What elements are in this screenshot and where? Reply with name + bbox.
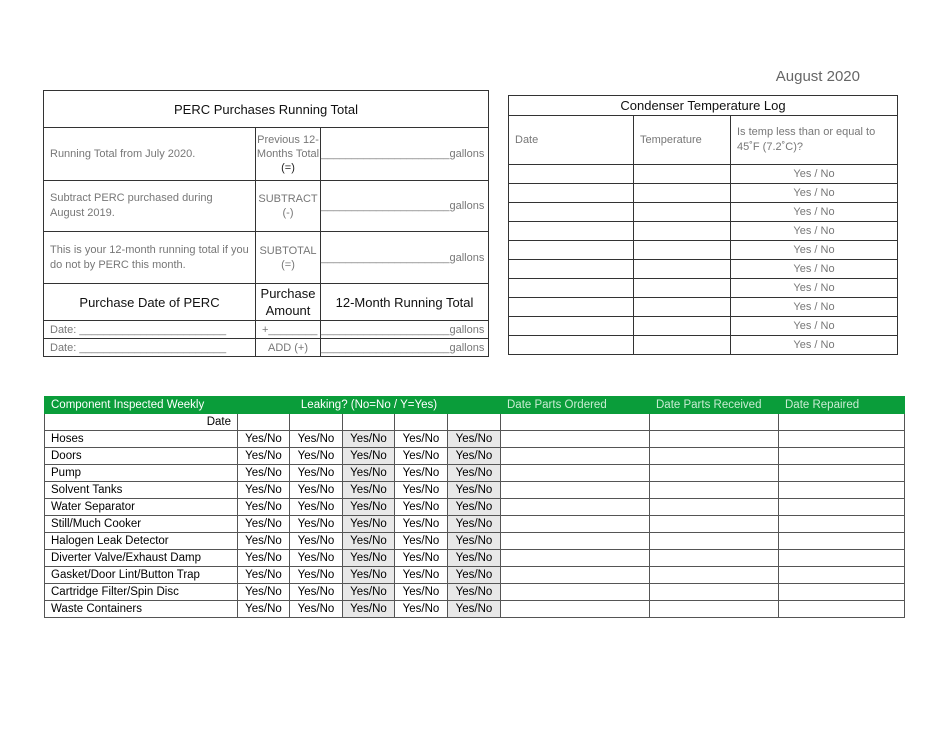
log-temperature-cell[interactable] [634,298,731,317]
component-row [45,601,905,618]
log-yes-no-cell[interactable]: Yes / No [731,279,898,298]
repaired-cell[interactable] [779,533,905,550]
perc-entry-row [44,339,489,357]
leak-yes-no-cell[interactable]: Yes/No [448,533,501,550]
parts-ordered-cell[interactable] [501,499,650,516]
perc-row-operation: SUBTRACT (-) [256,181,321,232]
log-date-cell[interactable] [509,184,634,203]
leak-yes-no-cell[interactable]: Yes/No [343,516,395,533]
repaired-cell[interactable] [779,601,905,618]
leak-yes-no-cell[interactable]: Yes/No [290,482,343,499]
component-column-header: Component Inspected Weekly [45,397,238,414]
leak-yes-no-cell[interactable]: Yes/No [238,533,290,550]
leak-yes-no-cell[interactable]: Yes/No [395,516,448,533]
parts-ordered-cell[interactable] [501,516,650,533]
leak-yes-no-cell[interactable]: Yes/No [290,584,343,601]
leak-yes-no-cell[interactable]: Yes/No [343,448,395,465]
perc-row-description: This is your 12-month running total if you do not by PERC this month. [44,232,256,284]
date-cell[interactable] [779,414,905,431]
component-label: Pump [45,465,238,482]
log-date-cell[interactable] [509,260,634,279]
leak-yes-no-cell[interactable]: Yes/No [343,550,395,567]
log-temperature-cell[interactable] [634,241,731,260]
leak-yes-no-cell[interactable]: Yes/No [448,516,501,533]
leak-yes-no-cell[interactable]: Yes/No [343,601,395,618]
leak-yes-no-cell[interactable]: Yes/No [448,499,501,516]
leak-yes-no-cell[interactable]: Yes/No [448,584,501,601]
running-total-header: 12-Month Running Total [321,284,489,321]
leak-yes-no-cell[interactable]: Yes/No [395,465,448,482]
leak-yes-no-cell[interactable]: Yes/No [290,516,343,533]
date-field[interactable]: Date: ________________________ [44,339,256,357]
parts-received-cell[interactable] [650,533,779,550]
log-date-cell[interactable] [509,241,634,260]
repaired-cell[interactable] [779,482,905,499]
condenser-log-row [509,260,898,279]
parts-received-cell[interactable] [650,516,779,533]
month-title: August 2020 [775,68,860,85]
leak-yes-no-cell[interactable]: Yes/No [238,499,290,516]
repaired-cell[interactable] [779,567,905,584]
log-date-cell[interactable] [509,222,634,241]
parts-received-cell[interactable] [650,550,779,567]
leak-yes-no-cell[interactable]: Yes/No [238,550,290,567]
leak-yes-no-cell[interactable]: Yes/No [238,448,290,465]
repaired-cell[interactable] [779,448,905,465]
leak-yes-no-cell[interactable]: Yes/No [395,499,448,516]
temperature-column-header: Temperature [634,116,731,165]
repaired-cell[interactable] [779,550,905,567]
parts-ordered-cell[interactable] [501,533,650,550]
leak-yes-no-cell[interactable]: Yes/No [448,465,501,482]
log-temperature-cell[interactable] [634,203,731,222]
component-label: Still/Much Cooker [45,516,238,533]
condenser-log-row [509,317,898,336]
parts-received-cell[interactable] [650,584,779,601]
date-cell[interactable] [238,414,290,431]
parts-received-cell[interactable] [650,567,779,584]
log-yes-no-cell[interactable]: Yes / No [731,336,898,355]
leak-yes-no-cell[interactable]: Yes/No [395,584,448,601]
component-row [45,448,905,465]
condenser-log-row [509,184,898,203]
leak-yes-no-cell[interactable]: Yes/No [395,567,448,584]
leak-yes-no-cell[interactable]: Yes/No [395,550,448,567]
log-temperature-cell[interactable] [634,336,731,355]
parts-received-cell[interactable] [650,465,779,482]
parts-ordered-column-header: Date Parts Ordered [501,397,650,414]
leak-yes-no-cell[interactable]: Yes/No [238,601,290,618]
parts-ordered-cell[interactable] [501,601,650,618]
date-column-header: Date [509,116,634,165]
temp-check-column-header: Is temp less than or equal to 45˚F (7.2˚C)? [731,116,898,165]
date-row-label: Date [45,414,238,431]
perc-running-total-table [43,90,489,357]
condenser-temperature-log [508,95,898,355]
date-cell[interactable] [650,414,779,431]
leak-yes-no-cell[interactable]: Yes/No [290,550,343,567]
leak-yes-no-cell[interactable]: Yes/No [290,448,343,465]
component-row [45,516,905,533]
log-temperature-cell[interactable] [634,222,731,241]
leak-yes-no-cell[interactable]: Yes/No [238,482,290,499]
component-label: Diverter Valve/Exhaust Damp [45,550,238,567]
log-yes-no-cell[interactable]: Yes / No [731,298,898,317]
perc-row [44,181,489,232]
component-label: Halogen Leak Detector [45,533,238,550]
repaired-cell[interactable] [779,431,905,448]
parts-received-column-header: Date Parts Received [650,397,779,414]
leaking-column-header: Leaking? (No=No / Y=Yes) [238,397,501,414]
date-field[interactable]: Date: ________________________ [44,321,256,339]
condenser-log-row [509,222,898,241]
parts-ordered-cell[interactable] [501,482,650,499]
perc-row-operation: Previous 12-Months Total (=) [256,128,321,181]
repaired-cell[interactable] [779,465,905,482]
leak-yes-no-cell[interactable]: Yes/No [448,448,501,465]
leak-yes-no-cell[interactable]: Yes/No [238,465,290,482]
condenser-log-row [509,165,898,184]
parts-ordered-cell[interactable] [501,584,650,601]
leak-yes-no-cell[interactable]: Yes/No [395,533,448,550]
parts-ordered-cell[interactable] [501,567,650,584]
log-temperature-cell[interactable] [634,260,731,279]
condenser-log-row [509,298,898,317]
log-yes-no-cell[interactable]: Yes / No [731,184,898,203]
parts-received-cell[interactable] [650,499,779,516]
log-date-cell[interactable] [509,317,634,336]
date-cell[interactable] [395,414,448,431]
condenser-log-row [509,336,898,355]
component-label: Doors [45,448,238,465]
parts-ordered-cell[interactable] [501,465,650,482]
component-label: Waste Containers [45,601,238,618]
leak-yes-no-cell[interactable]: Yes/No [343,465,395,482]
leak-yes-no-cell[interactable]: Yes/No [395,431,448,448]
perc-entry-row [44,321,489,339]
log-temperature-cell[interactable] [634,165,731,184]
date-cell[interactable] [501,414,650,431]
amount-field[interactable]: +________ [256,321,321,339]
leak-yes-no-cell[interactable]: Yes/No [290,465,343,482]
component-row [45,567,905,584]
component-label: Gasket/Door Lint/Button Trap [45,567,238,584]
component-row [45,533,905,550]
repaired-cell[interactable] [779,499,905,516]
component-row [45,465,905,482]
parts-received-cell[interactable] [650,482,779,499]
leak-yes-no-cell[interactable]: Yes/No [343,567,395,584]
leak-yes-no-cell[interactable]: Yes/No [448,482,501,499]
parts-ordered-cell[interactable] [501,431,650,448]
component-header-row [45,397,905,414]
component-row [45,482,905,499]
parts-received-cell[interactable] [650,448,779,465]
leak-yes-no-cell[interactable]: Yes/No [290,567,343,584]
repaired-cell[interactable] [779,584,905,601]
parts-received-cell[interactable] [650,601,779,618]
component-row [45,584,905,601]
perc-gallons-field[interactable]: _____________________gallons [321,128,489,181]
leak-yes-no-cell[interactable]: Yes/No [343,533,395,550]
log-yes-no-cell[interactable]: Yes / No [731,222,898,241]
leak-yes-no-cell[interactable]: Yes/No [290,499,343,516]
log-date-cell[interactable] [509,279,634,298]
leak-yes-no-cell[interactable]: Yes/No [448,550,501,567]
leak-yes-no-cell[interactable]: Yes/No [290,431,343,448]
leak-yes-no-cell[interactable]: Yes/No [395,448,448,465]
log-yes-no-cell[interactable]: Yes / No [731,165,898,184]
log-yes-no-cell[interactable]: Yes / No [731,203,898,222]
date-cell[interactable] [448,414,501,431]
log-date-cell[interactable] [509,336,634,355]
date-cell[interactable] [343,414,395,431]
perc-gallons-field[interactable]: _____________________gallons [321,232,489,284]
condenser-log-row [509,241,898,260]
log-date-cell[interactable] [509,165,634,184]
component-row [45,550,905,567]
log-yes-no-cell[interactable]: Yes / No [731,241,898,260]
log-date-cell[interactable] [509,203,634,222]
leak-yes-no-cell[interactable]: Yes/No [290,533,343,550]
perc-row [44,128,489,181]
perc-row-description: Subtract PERC purchased during August 2019. [44,181,256,232]
perc-gallons-field[interactable]: _____________________gallons [321,321,489,339]
log-yes-no-cell[interactable]: Yes / No [731,317,898,336]
purchase-amount-header: Purchase Amount [256,284,321,321]
leak-yes-no-cell[interactable]: Yes/No [343,431,395,448]
leak-yes-no-cell[interactable]: Yes/No [238,431,290,448]
log-yes-no-cell[interactable]: Yes / No [731,260,898,279]
date-cell[interactable] [290,414,343,431]
leak-yes-no-cell[interactable]: Yes/No [448,601,501,618]
perc-gallons-field[interactable]: _____________________gallons [321,339,489,357]
perc-row [44,232,489,284]
component-label: Hoses [45,431,238,448]
leak-yes-no-cell[interactable]: Yes/No [238,584,290,601]
leak-yes-no-cell[interactable]: Yes/No [448,567,501,584]
leak-yes-no-cell[interactable]: Yes/No [343,584,395,601]
leak-yes-no-cell[interactable]: Yes/No [395,601,448,618]
component-label: Water Separator [45,499,238,516]
date-row [45,414,905,431]
perc-table-title: PERC Purchases Running Total [44,91,489,128]
perc-gallons-field[interactable]: _____________________gallons [321,181,489,232]
perc-row-description: Running Total from July 2020. [44,128,256,181]
log-date-cell[interactable] [509,298,634,317]
condenser-log-row [509,279,898,298]
purchase-date-header: Purchase Date of PERC [44,284,256,321]
perc-header-row [44,284,489,321]
leak-yes-no-cell[interactable]: Yes/No [238,567,290,584]
component-label: Cartridge Filter/Spin Disc [45,584,238,601]
leak-yes-no-cell[interactable]: Yes/No [395,482,448,499]
perc-row-operation: SUBTOTAL (=) [256,232,321,284]
component-row [45,431,905,448]
condenser-log-row [509,203,898,222]
repaired-column-header: Date Repaired [779,397,905,414]
parts-ordered-cell[interactable] [501,448,650,465]
component-row [45,499,905,516]
log-temperature-cell[interactable] [634,184,731,203]
add-label: ADD (+) [256,339,321,357]
leak-yes-no-cell[interactable]: Yes/No [290,601,343,618]
log-temperature-cell[interactable] [634,317,731,336]
log-temperature-cell[interactable] [634,279,731,298]
leak-yes-no-cell[interactable]: Yes/No [343,499,395,516]
component-label: Solvent Tanks [45,482,238,499]
repaired-cell[interactable] [779,516,905,533]
leak-yes-no-cell[interactable]: Yes/No [343,482,395,499]
component-inspection-table [44,396,905,618]
leak-yes-no-cell[interactable]: Yes/No [448,431,501,448]
parts-received-cell[interactable] [650,431,779,448]
leak-yes-no-cell[interactable]: Yes/No [238,516,290,533]
parts-ordered-cell[interactable] [501,550,650,567]
condenser-log-title: Condenser Temperature Log [509,96,898,116]
